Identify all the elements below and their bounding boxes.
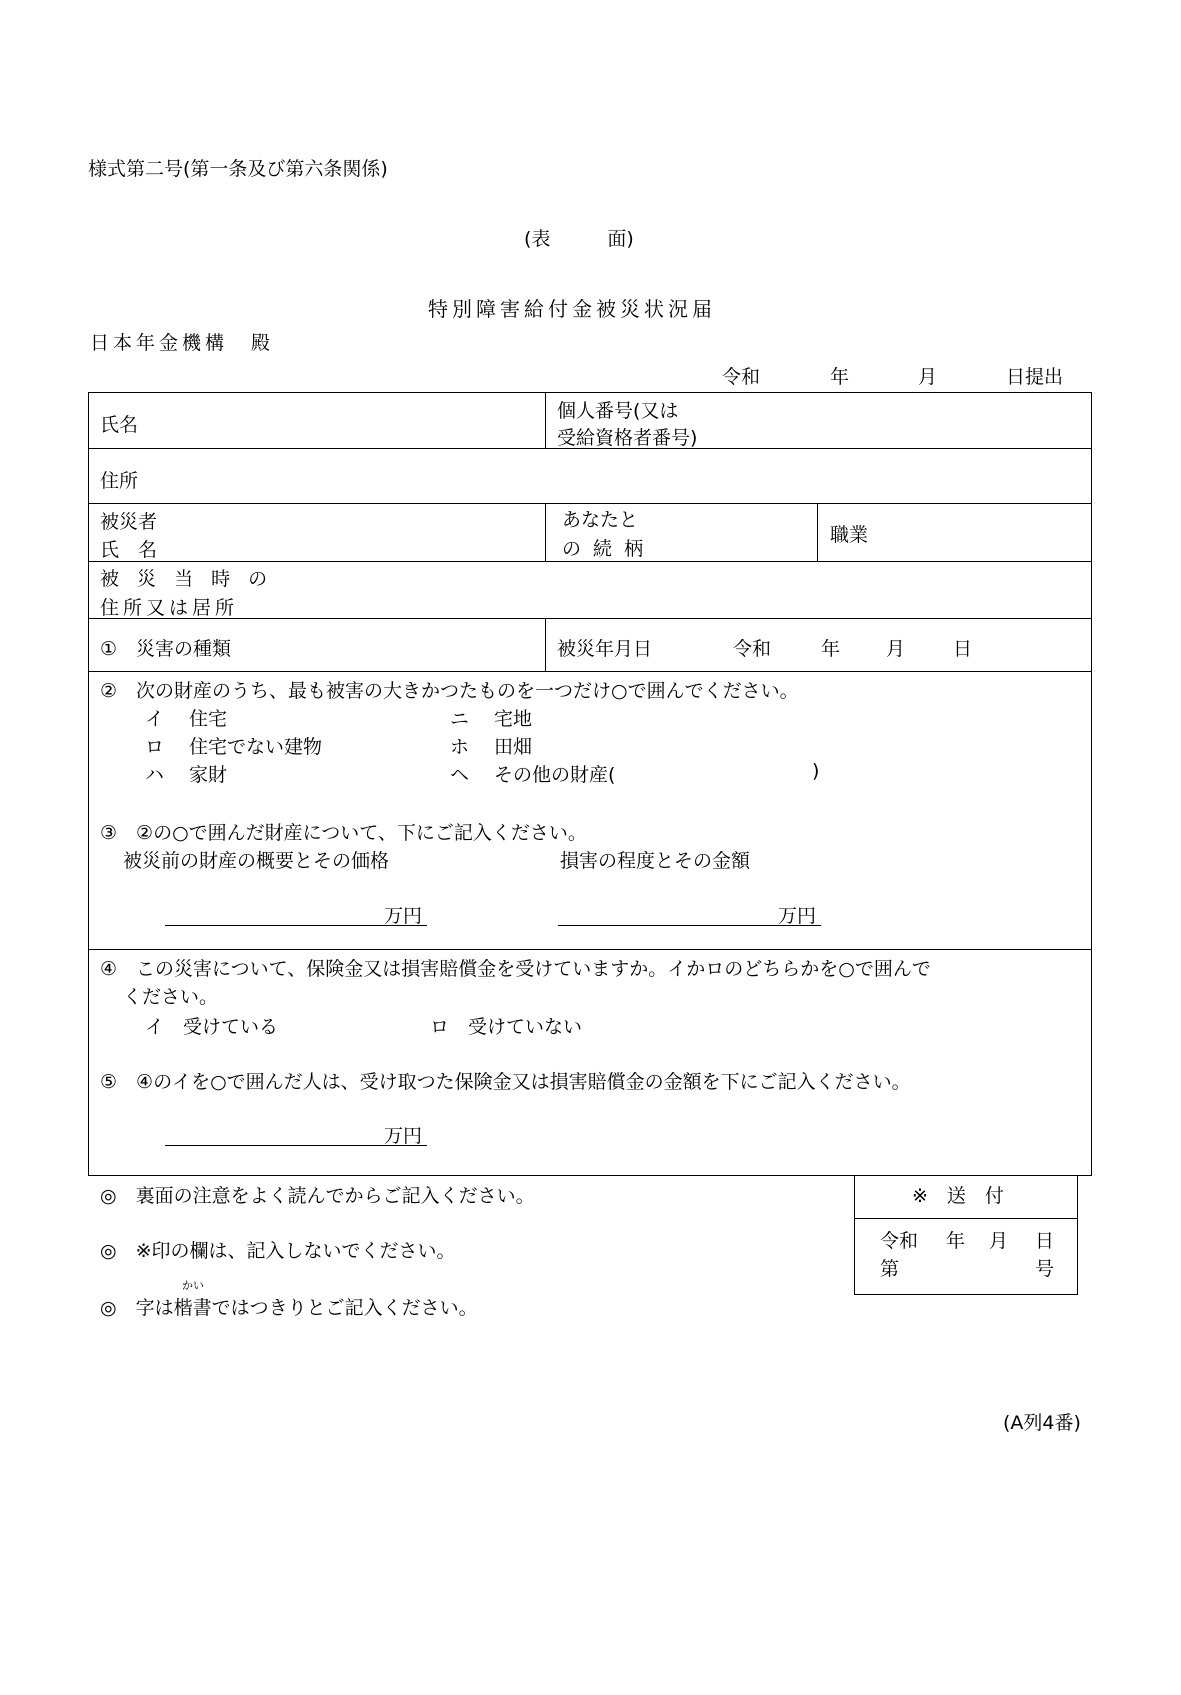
relationship-field[interactable] (660, 507, 812, 557)
relationship-label-2: の 続 柄 (562, 538, 647, 560)
col-divider (545, 618, 546, 671)
disaster-date-year: 年 (821, 638, 841, 660)
q3-right-label: 損害の程度とその金額 (560, 850, 751, 872)
q3-text: ③ ②の○で囲んだ財産について、下にご記入ください。 (100, 822, 587, 844)
q2-option-he[interactable] (450, 760, 615, 787)
address-label: 住所 (100, 470, 139, 492)
q2-text: ② 次の財産のうち、最も被害の大きかつたものを一つだけ○で囲んでください。 (100, 680, 799, 702)
q2-option-i[interactable] (145, 704, 227, 731)
row-divider (88, 949, 1092, 950)
date-day-submit: 日提出 (1006, 366, 1064, 388)
paper-size: (A列4番) (1003, 1412, 1081, 1434)
sending-box-title: ※ 送 付 (912, 1185, 1004, 1207)
col-divider (545, 503, 546, 561)
q4-option-not-received[interactable]: ロ 受けていない (430, 1016, 583, 1038)
option-label: その他の財産( (494, 764, 616, 786)
other-property-field[interactable] (640, 758, 810, 784)
q2-close-paren: ) (812, 760, 820, 782)
date-month: 月 (918, 366, 938, 388)
date-era: 令和 (722, 366, 761, 388)
addressee: 日本年金機構 殿 (90, 332, 275, 354)
property-value-unit: 万円 (384, 905, 423, 927)
sending-era: 令和 (880, 1230, 919, 1252)
id-number-label-1: 個人番号(又は (557, 400, 679, 422)
name-label: 氏名 (100, 414, 139, 436)
option-label: 田畑 (494, 736, 533, 758)
disaster-type-label: ① 災害の種類 (100, 638, 232, 660)
q2-option-ni[interactable] (450, 704, 532, 731)
note-1: ◎ 裏面の注意をよく読んでからご記入ください。 (100, 1185, 535, 1207)
sending-day: 日 (1035, 1230, 1055, 1252)
row-divider (88, 618, 1092, 619)
option-mark: ホ (450, 736, 470, 758)
q2-option-ro[interactable] (145, 732, 322, 759)
row-divider (88, 561, 1092, 562)
q4-option-received[interactable]: イ 受けている (145, 1016, 279, 1038)
option-mark: ヘ (450, 764, 470, 786)
option-mark: イ (145, 708, 165, 730)
insurance-amount-unit: 万円 (384, 1125, 423, 1147)
address-at-disaster-field[interactable] (270, 565, 1086, 615)
id-number-field[interactable] (760, 396, 1086, 444)
id-number-label-2: 受給資格者番号) (557, 427, 698, 449)
q4-text-1: ④ この災害について、保険金又は損害賠償金を受けていますか。イかロのどちらかを○で囲んで (100, 958, 931, 980)
form-number: 様式第二号(第一条及び第六条関係) (88, 158, 388, 180)
side-label: (表 面) (524, 228, 634, 250)
ruby-kai: かい (182, 1279, 204, 1292)
disaster-date-month: 月 (886, 638, 906, 660)
option-label: 住宅でない建物 (189, 736, 323, 758)
name-field[interactable] (150, 396, 540, 444)
victim-name-label-1: 被災者 (100, 511, 158, 533)
col-divider (817, 503, 818, 561)
option-label: 家財 (189, 764, 228, 786)
sending-no-prefix: 第 (880, 1258, 900, 1280)
disaster-date-era: 令和 (733, 638, 772, 660)
option-label: 住宅 (189, 708, 228, 730)
sending-year: 年 (946, 1230, 966, 1252)
q3-left-label: 被災前の財産の概要とその価格 (123, 850, 390, 872)
option-mark: ロ (145, 736, 165, 758)
victim-name-label-2: 氏 名 (100, 539, 158, 561)
occupation-field[interactable] (890, 507, 1086, 557)
date-year: 年 (830, 366, 850, 388)
row-divider (88, 503, 1092, 504)
q2-option-ha[interactable] (145, 760, 227, 787)
address-field[interactable] (150, 452, 1086, 500)
form-title: 特別障害給付金被災状況届 (428, 297, 716, 321)
row-divider (88, 671, 1092, 672)
sending-box-divider (854, 1218, 1078, 1219)
disaster-date-day: 日 (953, 638, 973, 660)
damage-amount-unit: 万円 (778, 905, 817, 927)
address-at-disaster-label-1: 被 災 当 時 の (100, 568, 274, 590)
occupation-label: 職業 (830, 524, 869, 546)
option-mark: ハ (145, 764, 165, 786)
q2-option-ho[interactable] (450, 732, 532, 759)
address-at-disaster-label-2: 住所又は居所 (100, 597, 239, 619)
col-divider (545, 392, 546, 448)
victim-name-field[interactable] (180, 507, 540, 557)
relationship-label-1: あなたと (562, 509, 639, 531)
property-value-field[interactable] (165, 892, 381, 924)
sending-no-suffix: 号 (1035, 1258, 1055, 1280)
note-3: ◎ 字は楷書ではつきりとご記入ください。 (100, 1297, 478, 1319)
q5-text: ⑤ ④のイを○で囲んだ人は、受け取つた保険金又は損害賠償金の金額を下にご記入ください。 (100, 1071, 911, 1093)
insurance-amount-field[interactable] (165, 1112, 381, 1144)
disaster-type-field[interactable] (300, 622, 540, 667)
sending-month: 月 (989, 1230, 1009, 1252)
option-label: 宅地 (494, 708, 533, 730)
damage-amount-field[interactable] (558, 892, 774, 924)
disaster-date-label: 被災年月日 (557, 638, 653, 660)
note-2: ◎ ※印の欄は、記入しないでください。 (100, 1240, 456, 1262)
option-mark: ニ (450, 708, 470, 730)
q4-text-2: ください。 (123, 986, 219, 1008)
